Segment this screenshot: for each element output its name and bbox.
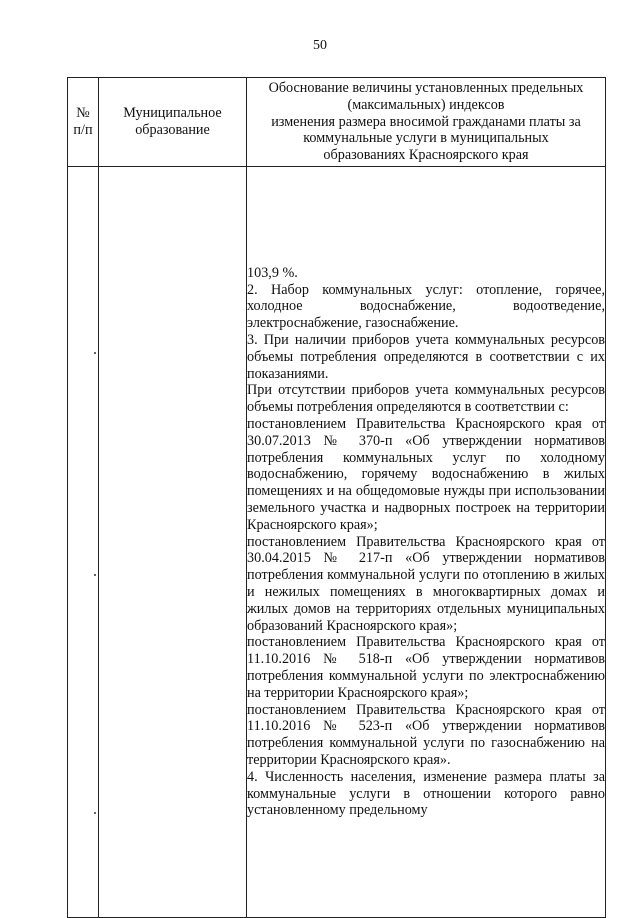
paragraph-index-value: 103,9 %. <box>247 264 298 281</box>
scan-speck <box>94 574 96 576</box>
paragraph-decree-370: постановлением Правительства Красноярского края от 30.07.2013 № 370-п «Об утверждении нормативов потребления коммунальных услуг по холодному водоснабжению, горячему водоснабжению в жилых помещениях и на общедомовые нужды при использовании земельного участка и надворных построек на территории Красноярского края»; <box>247 416 605 533</box>
row-number-cell <box>68 167 99 918</box>
table-row <box>68 167 606 918</box>
paragraph-decree-523: постановлением Правительства Красноярского края от 11.10.2016 № 523-п «Об утверждении нормативов потребления коммунальной услуги по газоснабжению на территории Красноярского края». <box>247 701 605 768</box>
paragraph-services-set: 2. Набор коммунальных услуг: отопление, горячее, холодное водоснабжение, водоотведение, электроснабжение, газоснабжение. <box>247 281 605 332</box>
page-number: 50 <box>313 38 327 53</box>
scan-speck <box>94 352 96 354</box>
scan-speck <box>94 812 96 814</box>
header-number-line: п/п <box>73 122 93 138</box>
paragraph-decree-217: постановлением Правительства Красноярского края от 30.04.2015 № 217-п «Об утверждении нормативов потребления коммунальной услуги по отоплению в жилых и нежилых помещениях в многоквартирных домах и жилых домов на территориях отдельных муниципальных образований Красноярского края»; <box>247 533 605 634</box>
header-justification-line: коммунальные услуги в муниципальных <box>303 130 549 147</box>
paragraph-decree-518: постановлением Правительства Красноярского края от 11.10.2016 № 518-п «Об утверждении нормативов потребления коммунальной услуги по электроснабжению на территории Красноярского края»; <box>247 634 605 701</box>
tariff-justification-table <box>67 77 606 918</box>
header-justification-line: образованиях Красноярского края <box>323 147 529 164</box>
header-number <box>68 78 99 167</box>
header-justification-line: (максимальных) индексов <box>347 96 505 113</box>
header-number-line: № <box>76 105 90 122</box>
header-municipality-line: образование <box>135 122 210 138</box>
header-justification <box>247 78 606 167</box>
table-header-row <box>68 78 606 167</box>
row-justification-cell <box>247 167 606 918</box>
paragraph-population: 4. Численность населения, изменение размера платы за коммунальные услуги в отношении которого равно установленному предельному <box>247 768 605 819</box>
header-justification-line: Обоснование величины установленных предельных <box>268 80 584 96</box>
paragraph-meters-present: 3. При наличии приборов учета коммунальных ресурсов объемы потребления определяются в соответствии с их показаниями. <box>247 332 605 382</box>
row-municipality-cell <box>99 167 247 918</box>
header-municipality <box>99 78 247 167</box>
header-justification-line: изменения размера вносимой гражданами платы за <box>271 113 581 130</box>
header-municipality-line: Муниципальное <box>123 105 222 122</box>
paragraph-meters-absent: При отсутствии приборов учета коммунальных ресурсов объемы потребления определяются в соответствии с: <box>247 382 605 416</box>
